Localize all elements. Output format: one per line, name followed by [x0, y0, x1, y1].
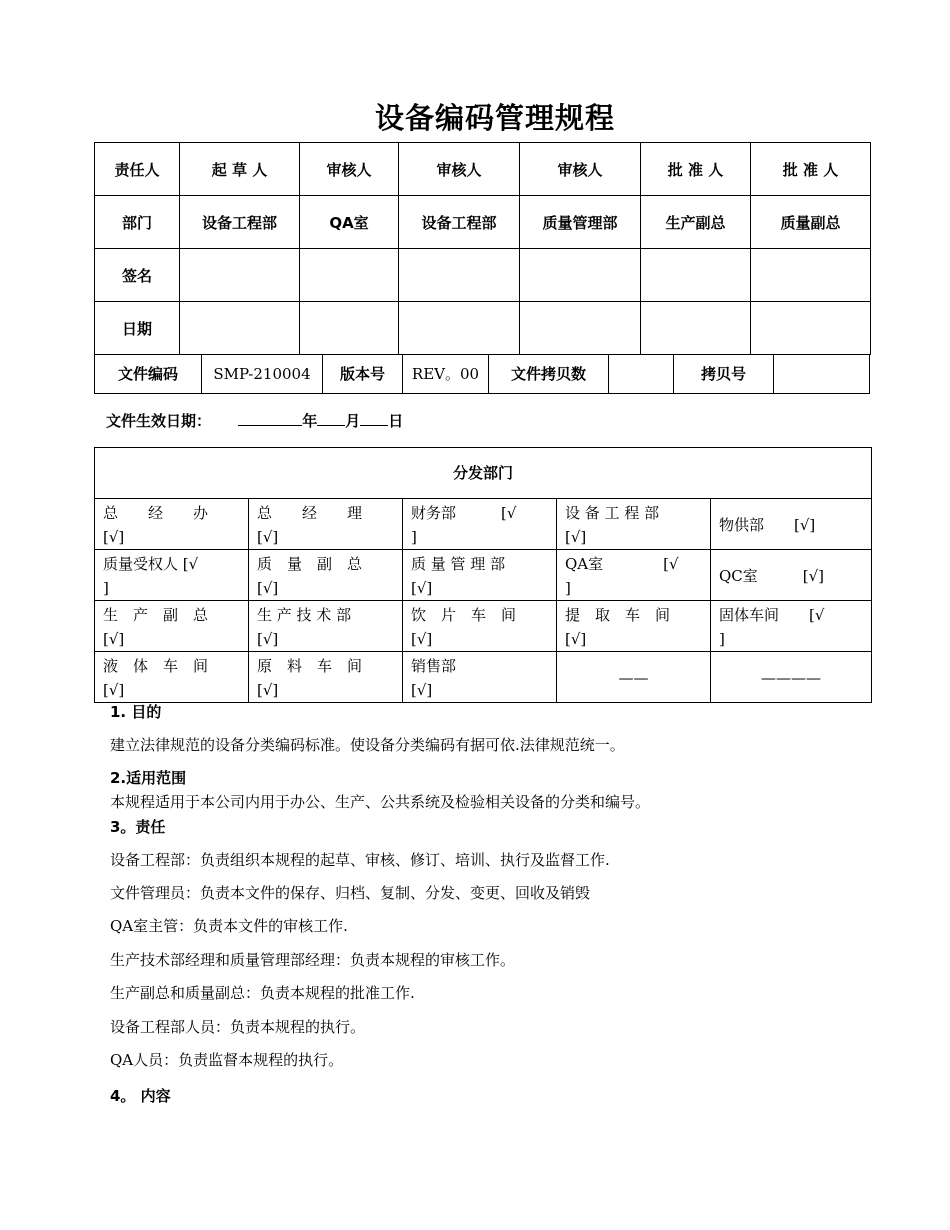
approval-row-role: [95, 143, 871, 196]
file-code-value: SMP-210004: [202, 355, 323, 393]
dept-cell: 设备工程部: [399, 196, 520, 249]
distribution-cell: 财务部 [√ ]: [403, 499, 557, 550]
distribution-header: 分发部门: [95, 448, 872, 499]
sign-field[interactable]: [180, 249, 300, 302]
responsibility-item: 文件管理员：负责本文件的保存、归档、复制、分发、变更、回收及销毁: [110, 884, 591, 902]
section-2-body: 本规程适用于本公司内用于办公、生产、公共系统及检验相关设备的分类和编号。: [110, 793, 651, 811]
responsibility-item: 生产副总和质量副总：负责本规程的批准工作.: [110, 984, 415, 1002]
section-3-title: 3。责任: [110, 818, 166, 836]
approval-table: [94, 142, 871, 355]
distribution-cell: 饮 片 车 间 [√]: [403, 601, 557, 652]
responsibility-item: 生产技术部经理和质量管理部经理：负责本规程的审核工作。: [110, 951, 516, 969]
distribution-cell: ——: [557, 652, 711, 703]
distribution-cell: 固体车间 [√ ]: [711, 601, 872, 652]
year-label: 年: [302, 412, 318, 430]
effective-date-label: 文件生效日期：: [106, 412, 212, 430]
copies-label: 文件拷贝数: [489, 355, 609, 393]
date-field[interactable]: [180, 302, 300, 355]
distribution-cell: 销售部 [√]: [403, 652, 557, 703]
distribution-cell: ————: [711, 652, 872, 703]
section-2-title: 2.适用范围: [110, 769, 187, 787]
role-cell: 批 准 人: [641, 143, 751, 196]
responsibility-item: QA人员：负责监督本规程的执行。: [110, 1051, 344, 1069]
distribution-cell: 原 料 车 间 [√]: [249, 652, 403, 703]
sign-field[interactable]: [300, 249, 399, 302]
section-4-title: 4。 内容: [110, 1087, 171, 1105]
distribution-cell: QA室 [√ ]: [557, 550, 711, 601]
copy-no-value[interactable]: [774, 355, 869, 393]
distribution-cell: 液 体 车 间 [√]: [95, 652, 249, 703]
approval-row-sign: [95, 249, 871, 302]
year-blank[interactable]: [238, 409, 302, 426]
distribution-cell: 总 经 理 [√]: [249, 499, 403, 550]
responsibility-item: 设备工程部：负责组织本规程的起草、审核、修订、培训、执行及监督工作.: [110, 851, 610, 869]
distribution-row: [95, 601, 872, 652]
month-label: 月: [345, 412, 361, 430]
dept-cell: 质量副总: [751, 196, 871, 249]
distribution-cell: 设 备 工 程 部 [√]: [557, 499, 711, 550]
sign-field[interactable]: [751, 249, 871, 302]
distribution-row: [95, 652, 872, 703]
copy-no-label: 拷贝号: [674, 355, 774, 393]
responsibility-item: QA室主管：负责本文件的审核工作.: [110, 917, 348, 935]
file-code-label: 文件编码: [95, 355, 202, 393]
month-blank[interactable]: [317, 409, 345, 426]
responsibility-item: 设备工程部人员：负责本规程的执行。: [110, 1018, 366, 1036]
version-value: REV。00: [403, 355, 489, 393]
distribution-cell: 质 量 副 总 [√]: [249, 550, 403, 601]
sign-field[interactable]: [641, 249, 751, 302]
role-cell: 批 准 人: [751, 143, 871, 196]
sign-label: 签名: [95, 249, 180, 302]
day-label: 日: [388, 412, 404, 430]
distribution-cell: QC室 [√]: [711, 550, 872, 601]
date-field[interactable]: [300, 302, 399, 355]
distribution-cell: 生 产 技 术 部 [√]: [249, 601, 403, 652]
distribution-cell: 质量受权人 [√ ]: [95, 550, 249, 601]
distribution-row: [95, 499, 872, 550]
date-field[interactable]: [641, 302, 751, 355]
day-blank[interactable]: [360, 409, 388, 426]
distribution-table: [94, 447, 872, 703]
copies-value[interactable]: [609, 355, 674, 393]
role-cell: 审核人: [300, 143, 399, 196]
section-1-title: 1. 目的: [110, 703, 162, 721]
role-cell: 起 草 人: [180, 143, 300, 196]
effective-date-line: [106, 409, 403, 431]
dept-cell: 质量管理部: [520, 196, 641, 249]
dept-cell: 部门: [95, 196, 180, 249]
distribution-cell: 物供部 [√]: [711, 499, 872, 550]
date-field[interactable]: [399, 302, 520, 355]
section-1-body: 建立法律规范的设备分类编码标准。使设备分类编码有据可依.法律规范统一。: [110, 736, 625, 754]
sign-field[interactable]: [399, 249, 520, 302]
approval-row-date: [95, 302, 871, 355]
distribution-cell: 生 产 副 总 [√]: [95, 601, 249, 652]
dept-cell: QA室: [300, 196, 399, 249]
distribution-cell: 质 量 管 理 部 [√]: [403, 550, 557, 601]
dept-cell: 生产副总: [641, 196, 751, 249]
document-title: 设备编码管理规程: [374, 101, 615, 135]
file-info-row: [94, 354, 870, 394]
approval-row-dept: [95, 196, 871, 249]
date-label: 日期: [95, 302, 180, 355]
distribution-cell: 总 经 办 [√]: [95, 499, 249, 550]
date-field[interactable]: [520, 302, 641, 355]
version-label: 版本号: [323, 355, 403, 393]
role-cell: 审核人: [399, 143, 520, 196]
dept-cell: 设备工程部: [180, 196, 300, 249]
distribution-cell: 提 取 车 间 [√]: [557, 601, 711, 652]
date-field[interactable]: [751, 302, 871, 355]
sign-field[interactable]: [520, 249, 641, 302]
distribution-row: [95, 550, 872, 601]
role-cell: 责任人: [95, 143, 180, 196]
role-cell: 审核人: [520, 143, 641, 196]
